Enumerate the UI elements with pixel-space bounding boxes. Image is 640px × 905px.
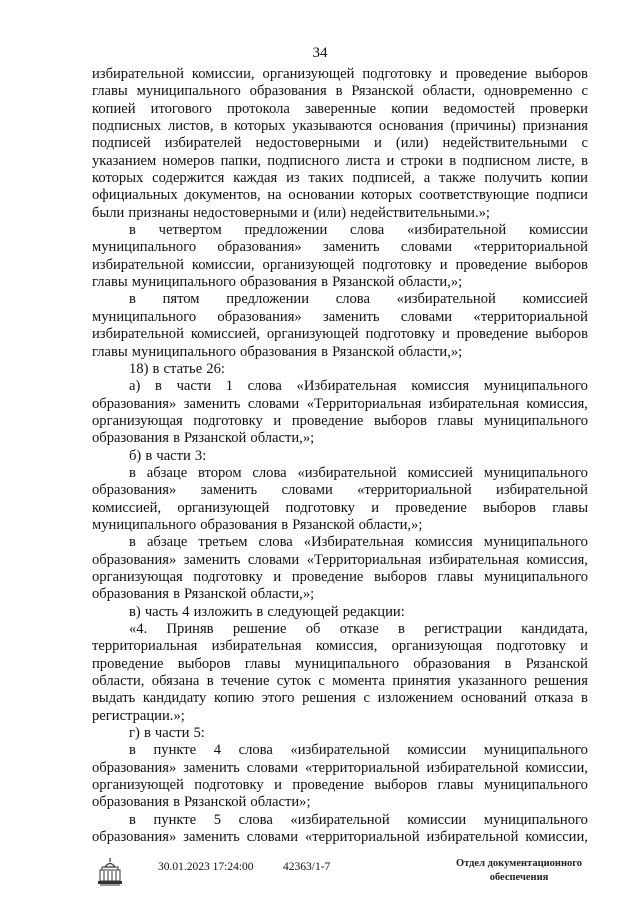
text-line: территориальная избирательная комиссия, организующая подготовку и [92,638,588,655]
text-line: организующей подготовку и проведение выборов главы муниципального [92,777,588,794]
text-line: были признаны недостоверными и (или) недействительными.»; [92,204,490,221]
text-line: в) часть 4 изложить в следующей редакции: [129,603,405,620]
footer-doc-code: 42363/1-7 [283,861,331,873]
footer-department-line: Отдел документационного [455,858,583,869]
text-line: образования» заменить словами «Территориальная избирательная комиссия, [92,551,588,568]
text-line: официальных документов, на основании которых соответствующие подписи [92,187,588,204]
text-line: образования в Рязанской области,»; [92,430,315,447]
text-line: главы муниципального образования в Рязанской области,»; [92,274,463,291]
text-line: проведение выборов главы муниципального образования в Рязанской [92,655,588,672]
text-line: образования» заменить словами «территориальной избирательной комиссии, [92,829,588,846]
text-line: в пункте 4 слова «избирательной комиссии муниципального [129,742,588,759]
text-line: муниципального образования» заменить словами «территориальной [92,239,588,256]
text-line: организующая подготовку и проведение выборов главы муниципального [92,568,588,585]
text-line: б) в части 3: [129,447,207,464]
page-number: 34 [312,45,328,61]
text-line: области, обязана в течение суток с момента принятия указанного решения [92,673,588,690]
footer-datetime: 30.01.2023 17:24:00 [158,861,254,873]
text-line: комиссией, организующей подготовку и проведение выборов главы [92,499,588,516]
text-line: в абзаце втором слова «избирательной комиссией муниципального [129,464,588,481]
text-line: копией итогового протокола заверенные копии ведомостей проверки [92,100,588,117]
text-line: образования в Рязанской области,»; [92,586,315,603]
text-line: избирательной комиссии, организующей подготовку и проведение выборов [92,66,588,82]
text-line: образования» заменить словами «территориальной избирательной [92,482,588,499]
text-line: муниципального образования» заменить словами «территориальной [92,308,588,325]
text-line: главы муниципального образования в Рязанской области, одновременно с [92,83,588,100]
text-line: образования в Рязанской области»; [92,794,311,811]
text-line: избирательной комиссией, организующей подготовку и проведение выборов [92,326,588,343]
text-line: указанием номеров папки, подписного листа и строки в подписном листе, в [92,152,588,169]
text-line: главы муниципального образования в Рязанской области,»; [92,343,463,360]
text-line: организующая подготовку и проведение выборов главы муниципального [92,412,588,429]
text-line: избирательной комиссии, организующей подготовку и проведение выборов [92,256,588,273]
text-line: в пункте 5 слова «избирательной комиссии муниципального [129,811,588,828]
duma-building-logo-icon [97,857,123,887]
text-line: подписей избирателей недостоверными и (или) недействительными с [92,135,588,152]
text-line: муниципального образования в Рязанской области,»; [92,516,423,533]
text-line: в абзаце третьем слова «Избирательная комиссия муниципального [129,534,588,551]
text-line: «4. Приняв решение об отказе в регистрации кандидата, [129,621,588,637]
document-body [92,66,588,846]
text-line: регистрации.»; [92,707,185,724]
text-line: г) в части 5: [129,725,205,742]
text-line: образования» заменить словами «территориальной избирательной комиссии, [92,759,588,776]
text-line: выдать кандидату копию этого решения с изложением оснований отказа в [92,690,588,707]
text-line: подписных листов, в которых указываются основания (причины) признания [92,118,588,135]
footer-department [444,857,594,885]
text-line: а) в части 1 слова «Избирательная комиссия муниципального [129,378,588,395]
text-line: 18) в статье 26: [129,360,225,377]
text-line: в четвертом предложении слова «избирательной комиссии [129,222,588,239]
text-line: образования» заменить словами «Территориальная избирательная комиссия, [92,395,588,412]
text-line: в пятом предложении слова «избирательной комиссией [129,291,588,308]
footer-department-line: обеспечения [489,872,549,883]
text-line: которых содержится каждая из таких подписей, а также получить копии [92,170,588,187]
